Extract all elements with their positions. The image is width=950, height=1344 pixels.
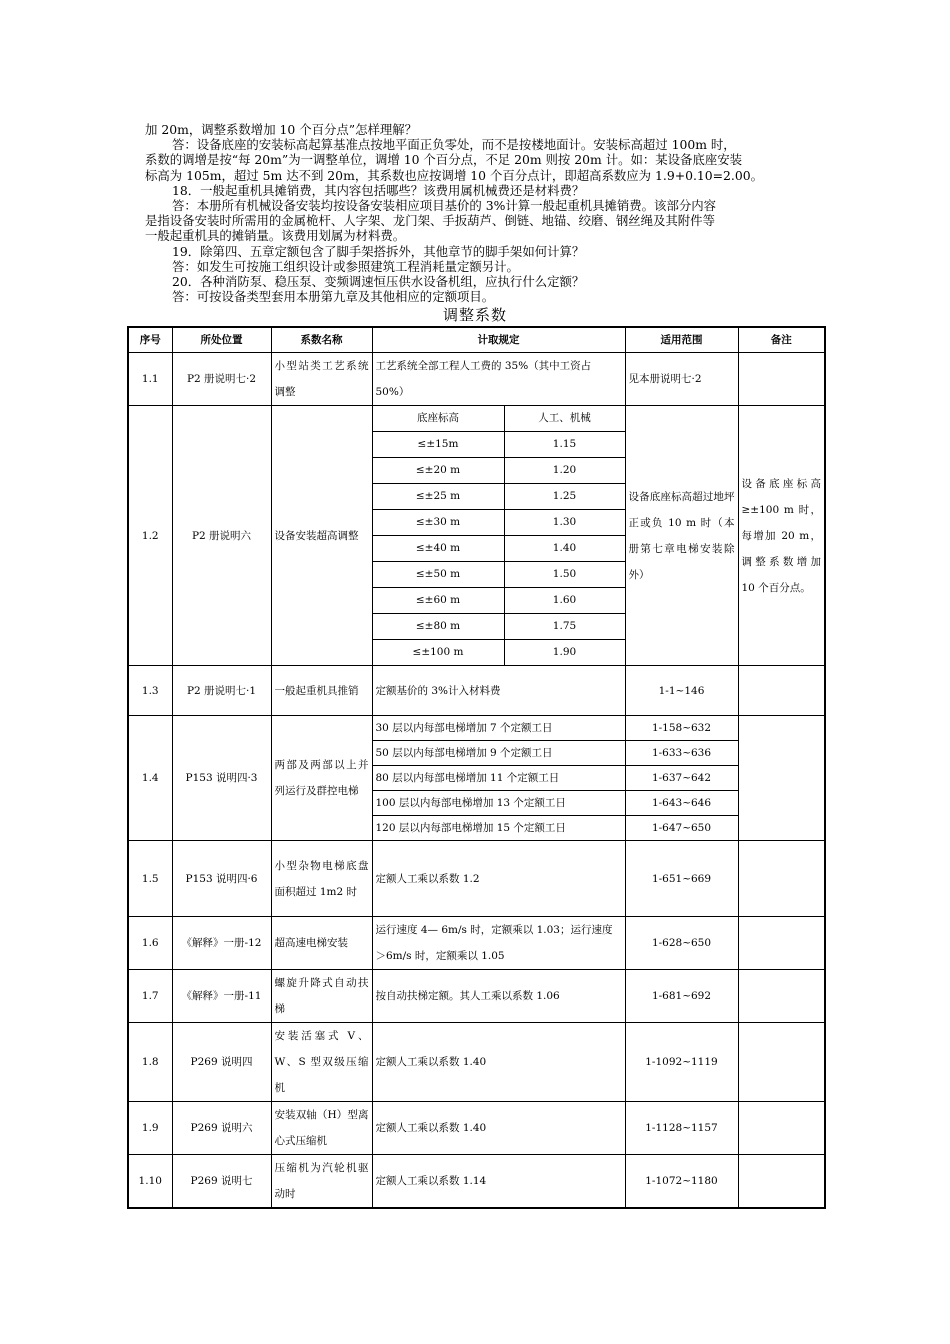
text-line: 答：可按设备类型套用本册第九章及其他相应的定额项目。 xyxy=(172,289,495,305)
row-no: 1.3 xyxy=(128,666,172,716)
row-location: 《解释》一册-11 xyxy=(172,970,271,1023)
row-no: 1.8 xyxy=(128,1023,172,1102)
header-scope: 适用范围 xyxy=(625,327,738,353)
sub-value: 1.30 xyxy=(504,510,625,536)
row-name: 设备安装超高调整 xyxy=(271,406,372,666)
table-row xyxy=(128,1102,825,1155)
row-no: 1.5 xyxy=(128,841,172,917)
text-line: 答：本册所有机械设备安装均按设备安装相应项目基价的 3%计算一般起重机具摊销费。该部分内容 xyxy=(172,198,717,214)
row-location: P2 册说明七·1 xyxy=(172,666,271,716)
row-location: 《解释》一册-12 xyxy=(172,917,271,970)
row-scope: 1-628~650 xyxy=(625,917,738,970)
row-rule: 定额人工乘以系数 1.2 xyxy=(372,841,625,917)
row-note xyxy=(738,716,825,841)
intro-text xyxy=(145,122,825,304)
table-row xyxy=(128,666,825,716)
header-name: 系数名称 xyxy=(271,327,372,353)
sub-height: ≤±60 m xyxy=(372,588,504,614)
sub-height: ≤±80 m xyxy=(372,614,504,640)
row-name: 压缩机为汽轮机驱动时 xyxy=(271,1155,372,1209)
text-line: 标高为 105m，超过 5m 达不到 20m，其系数也应按调增 10 个百分点计，即超高系数应为 1.9+0.10=2.00。 xyxy=(145,167,764,183)
sub-height: ≤±30 m xyxy=(372,510,504,536)
sub-value: 1.20 xyxy=(504,458,625,484)
row-rule: 运行速度 4— 6m/s 时，定额乘以 1.03；运行速度＞6m/s 时，定额乘以 1.05 xyxy=(372,917,625,970)
table-row xyxy=(128,716,825,741)
sub-scope: 1-647~650 xyxy=(625,816,738,841)
sub-rule: 80 层以内每部电梯增加 11 个定额工日 xyxy=(372,766,625,791)
row-note xyxy=(738,841,825,917)
table-row xyxy=(128,1155,825,1209)
sub-rule: 30 层以内每部电梯增加 7 个定额工日 xyxy=(372,716,625,741)
sub-rule: 120 层以内每部电梯增加 15 个定额工日 xyxy=(372,816,625,841)
row-note xyxy=(738,917,825,970)
text-line: 加 20m，调整系数增加 10 个百分点”怎样理解？ xyxy=(145,122,418,137)
table-row xyxy=(128,406,825,432)
row-rule: 工艺系统全部工程人工费的 35%（其中工资占 50%） xyxy=(372,353,625,406)
row-note xyxy=(738,1155,825,1209)
text-line: 一般起重机具的摊销量。该费用划属为材料费。 xyxy=(145,228,406,244)
header-no: 序号 xyxy=(128,327,172,353)
sub-value: 1.75 xyxy=(504,614,625,640)
table-row xyxy=(128,353,825,406)
sub-header-base-height: 底座标高 xyxy=(372,406,504,432)
sub-value: 1.25 xyxy=(504,484,625,510)
row-name: 安装活塞式 V、W、S 型双级压缩机 xyxy=(271,1023,372,1102)
row-location: P269 说明六 xyxy=(172,1102,271,1155)
row-scope: 1-651~669 xyxy=(625,841,738,917)
sub-value: 1.60 xyxy=(504,588,625,614)
coefficient-table xyxy=(127,326,826,1209)
row-rule: 定额人工乘以系数 1.40 xyxy=(372,1023,625,1102)
sub-height: ≤±25 m xyxy=(372,484,504,510)
sub-scope: 1-643~646 xyxy=(625,791,738,816)
sub-value: 1.50 xyxy=(504,562,625,588)
row-note xyxy=(738,1102,825,1155)
row-note xyxy=(738,970,825,1023)
table-title: 调整系数 xyxy=(442,306,507,324)
text-line: 系数的调增是按“每 20m”为一调整单位，调增 10 个百分点，不足 20m 则按 20m 计。如：某设备底座安装 xyxy=(145,152,743,168)
sub-rule: 100 层以内每部电梯增加 13 个定额工日 xyxy=(372,791,625,816)
sub-height: ≤±100 m xyxy=(372,640,504,666)
row-location: P153 说明四·3 xyxy=(172,716,271,841)
header-row xyxy=(128,327,825,353)
text-line: 20．各种消防泵、稳压泵、变频调速恒压供水设备机组，应执行什么定额？ xyxy=(172,274,585,290)
sub-height: ≤±50 m xyxy=(372,562,504,588)
sub-height: ≤±20 m xyxy=(372,458,504,484)
row-note: 设备底座标高≥±100 m 时，每增加 20 m，调整系数增加 10 个百分点。 xyxy=(738,406,825,666)
text-line: 答：设备底座的安装标高起算基准点按地平面正负零处，而不是按楼地面计。安装标高超过 100m 时， xyxy=(172,137,736,153)
row-note xyxy=(738,1023,825,1102)
row-rule: 定额人工乘以系数 1.14 xyxy=(372,1155,625,1209)
row-scope: 1-1092~1119 xyxy=(625,1023,738,1102)
header-note: 备注 xyxy=(738,327,825,353)
sub-value: 1.15 xyxy=(504,432,625,458)
row-location: P2 册说明七·2 xyxy=(172,353,271,406)
table-row xyxy=(128,841,825,917)
row-note xyxy=(738,666,825,716)
row-note xyxy=(738,353,825,406)
row-scope: 1-1~146 xyxy=(625,666,738,716)
row-name: 小型杂物电梯底盘面积超过 1m2 时 xyxy=(271,841,372,917)
row-name: 螺旋升降式自动扶梯 xyxy=(271,970,372,1023)
row-location: P153 说明四·6 xyxy=(172,841,271,917)
row-scope: 见本册说明七·2 xyxy=(625,353,738,406)
row-no: 1.4 xyxy=(128,716,172,841)
table-row xyxy=(128,1023,825,1102)
sub-scope: 1-158~632 xyxy=(625,716,738,741)
header-location: 所处位置 xyxy=(172,327,271,353)
sub-scope: 1-637~642 xyxy=(625,766,738,791)
row-no: 1.1 xyxy=(128,353,172,406)
row-no: 1.9 xyxy=(128,1102,172,1155)
row-name: 一般起重机具推销 xyxy=(271,666,372,716)
row-scope: 1-1072~1180 xyxy=(625,1155,738,1209)
header-rule: 计取规定 xyxy=(372,327,625,353)
table-row xyxy=(128,917,825,970)
sub-height: ≤±15m xyxy=(372,432,504,458)
row-scope: 1-681~692 xyxy=(625,970,738,1023)
row-no: 1.6 xyxy=(128,917,172,970)
row-location: P2 册说明六 xyxy=(172,406,271,666)
row-name: 安装双轴（H）型离心式压缩机 xyxy=(271,1102,372,1155)
row-no: 1.2 xyxy=(128,406,172,666)
sub-value: 1.40 xyxy=(504,536,625,562)
sub-height: ≤±40 m xyxy=(372,536,504,562)
text-line: 答：如发生可按施工组织设计或参照建筑工程消耗量定额另计。 xyxy=(172,258,519,274)
row-name: 小型站类工艺系统调整 xyxy=(271,353,372,406)
row-name: 两部及两部以上并列运行及群控电梯 xyxy=(271,716,372,841)
row-no: 1.7 xyxy=(128,970,172,1023)
row-rule: 定额人工乘以系数 1.40 xyxy=(372,1102,625,1155)
row-name: 超高速电梯安装 xyxy=(271,917,372,970)
sub-scope: 1-633~636 xyxy=(625,741,738,766)
row-scope: 设备底座标高超过地坪正或负 10 m 时（本册第七章电梯安装除外） xyxy=(625,406,738,666)
table-row xyxy=(128,970,825,1023)
row-no: 1.10 xyxy=(128,1155,172,1209)
row-location: P269 说明七 xyxy=(172,1155,271,1209)
sub-rule: 50 层以内每部电梯增加 9 个定额工日 xyxy=(372,741,625,766)
sub-header-labor-machine: 人工、机械 xyxy=(504,406,625,432)
text-line: 18．一般起重机具摊销费，其内容包括哪些？该费用属机械费还是材料费？ xyxy=(172,182,585,198)
text-line: 是指设备安装时所需用的金属桅杆、人字架、龙门架、手扳葫芦、倒链、地锚、绞磨、钢丝绳及其附件等 xyxy=(145,213,715,229)
row-rule: 按自动扶梯定额。其人工乘以系数 1.06 xyxy=(372,970,625,1023)
text-line: 19．除第四、五章定额包含了脚手架搭拆外，其他章节的脚手架如何计算？ xyxy=(172,243,585,259)
sub-value: 1.90 xyxy=(504,640,625,666)
row-rule: 定额基价的 3%计入材料费 xyxy=(372,666,625,716)
row-scope: 1-1128~1157 xyxy=(625,1102,738,1155)
row-location: P269 说明四 xyxy=(172,1023,271,1102)
